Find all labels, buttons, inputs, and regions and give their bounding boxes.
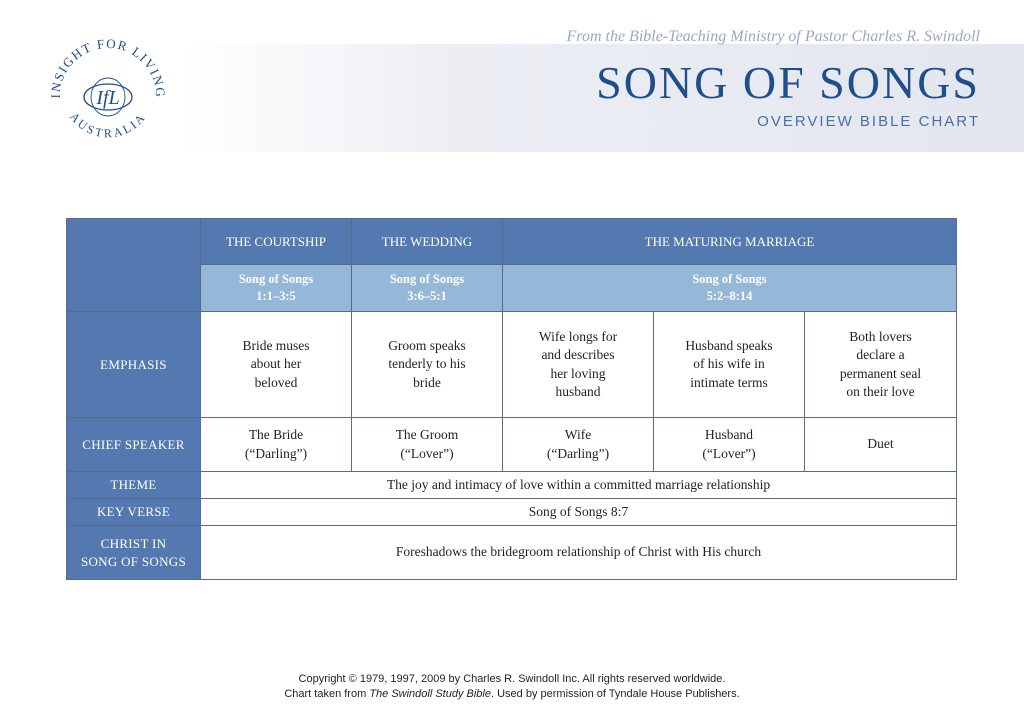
emphasis-line: tenderly to his [388,356,466,372]
emphasis-cell [503,312,654,418]
emphasis-line: husband [555,383,601,399]
row-label-christ [67,526,201,580]
logo-top-text: INSIGHT FOR LIVING [47,35,169,99]
emphasis-row [67,312,957,418]
emphasis-line: Wife longs for [538,329,618,345]
speaker-name: Duet [867,436,894,452]
speaker-name: Husband [705,427,753,443]
theme-row [67,472,957,499]
row-label-line: SONG OF SONGS [80,553,187,569]
permission-line [0,687,1024,702]
permission-suffix: . Used by permission of Tyndale House Publishers. [491,688,740,700]
reference-verses: 3:6–5:1 [407,289,447,303]
copyright-line: Copyright © 1979, 1997, 2009 by Charles R. Swindoll Inc. All rights reserved worldwide. [298,673,726,685]
row-label-key-verse: KEY VERSE [67,499,201,526]
christ-row [67,526,957,580]
emphasis-cell [352,312,503,418]
speaker-cell [201,418,352,472]
section-wedding: THE WEDDING [352,219,503,265]
insight-for-living-logo [38,24,178,164]
speaker-cell [503,418,654,472]
ministry-tagline: From the Bible-Teaching Ministry of Pastor Charles R. Swindoll [566,28,980,45]
emphasis-line: her loving [550,365,606,381]
speaker-cell [352,418,503,472]
theme-cell: The joy and intimacy of love within a committed marriage relationship [201,472,957,499]
reference-book: Song of Songs [238,272,314,287]
corner-cell [67,219,201,312]
chief-speaker-row [67,418,957,472]
section-courtship: THE COURTSHIP [201,219,352,265]
overview-chart-table [66,218,957,580]
reference-maturing-marriage [503,265,957,312]
reference-wedding [352,265,503,312]
emphasis-line: of his wife in [693,356,765,372]
emphasis-cell [805,312,957,418]
speaker-nickname: (“Lover”) [702,445,756,461]
reference-verses: 5:2–8:14 [706,289,753,303]
section-header-row [67,219,957,265]
emphasis-cell [654,312,805,418]
speaker-name: The Bride [248,427,304,443]
speaker-name: The Groom [395,427,459,443]
emphasis-line: intimate terms [690,374,768,390]
logo-monogram: IfL [96,87,120,109]
emphasis-line: Both lovers [849,329,912,345]
emphasis-line: declare a [856,347,905,363]
row-label-chief-speaker: CHIEF SPEAKER [67,418,201,472]
emphasis-line: Groom speaks [388,338,466,354]
emphasis-line: and describes [541,347,615,363]
page-title: SONG OF SONGS [596,57,980,108]
emphasis-line: permanent seal [839,365,922,381]
emphasis-line: beloved [254,374,298,390]
row-label-theme: THEME [67,472,201,499]
row-label-emphasis: EMPHASIS [67,312,201,418]
row-label-line: CHRIST IN [100,535,167,551]
speaker-name: Wife [564,427,592,443]
speaker-cell [805,418,957,472]
bible-title: The Swindoll Study Bible [369,688,491,700]
speaker-nickname: (“Darling”) [244,445,308,461]
speaker-cell [654,418,805,472]
emphasis-cell [201,312,352,418]
section-maturing-marriage: THE MATURING MARRIAGE [503,219,957,265]
emphasis-line: Husband speaks [685,338,773,354]
reference-book: Song of Songs [389,272,465,287]
speaker-nickname: (“Lover”) [400,445,454,461]
permission-prefix: Chart taken from [284,688,370,700]
page-subtitle: OVERVIEW BIBLE CHART [757,113,980,130]
reference-verses: 1:1–3:5 [256,289,296,303]
speaker-nickname: (“Darling”) [546,445,610,461]
emphasis-line: Bride muses [242,338,310,354]
svg-text:AUSTRALIA [67,110,149,141]
reference-courtship [201,265,352,312]
reference-book: Song of Songs [692,272,767,287]
reference-row [67,265,957,312]
key-verse-row [67,499,957,526]
emphasis-line: on their love [846,383,915,399]
copyright-notice [0,672,1024,702]
logo-bottom-text: AUSTRALIA [67,109,149,141]
key-verse-cell: Song of Songs 8:7 [201,499,957,526]
emphasis-line: bride [413,374,441,390]
christ-cell: Foreshadows the bridegroom relationship of Christ with His church [201,526,957,580]
emphasis-line: about her [250,356,302,372]
